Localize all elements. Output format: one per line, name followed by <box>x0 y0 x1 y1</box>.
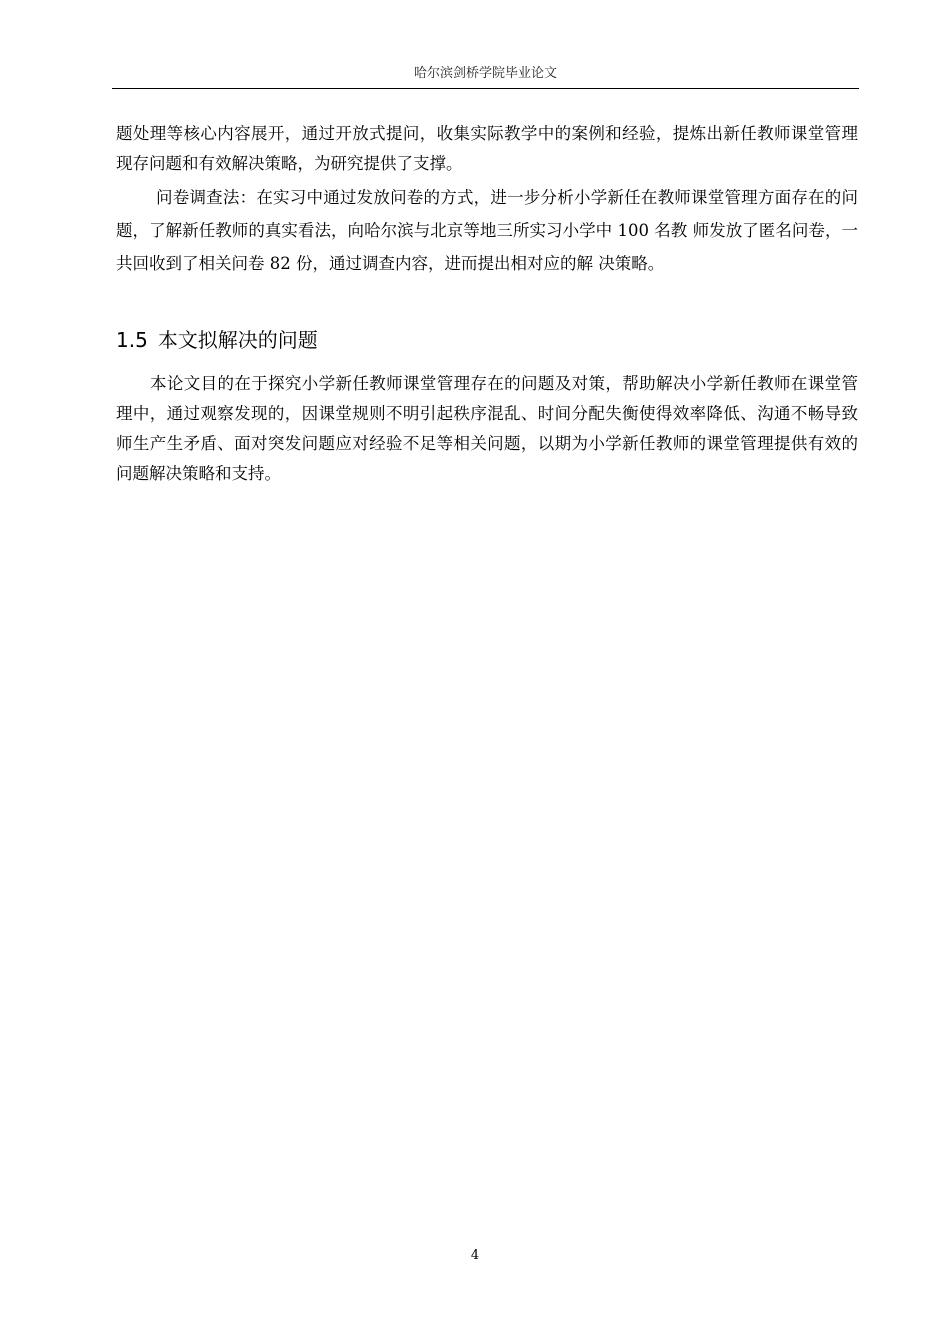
paragraph-questionnaire-method: 问卷调查法：在实习中通过发放问卷的方式，进一步分析小学新任在教师课堂管理方面存在的问题，了解新任教师的真实看法，向哈尔滨与北京等地三所实习小学中 100 名教 师发放了匿名问卷，一共回收到了相关问卷 82 份，通过调查内容，进而提出相对应的解 决策略。 <box>116 188 858 273</box>
section-title: 本文拟解决的问题 <box>157 328 318 352</box>
paragraph-problems-to-solve: 本论文目的在于探究小学新任教师课堂管理存在的问题及对策，帮助解决小学新任教师在课堂管理中，通过观察发现的，因课堂规则不明引起秩序混乱、时间分配失衡使得效率降低、沟通不畅导致师生产生矛盾、面对突发问题应对经验不足等相关问题，以期为小学新任教师的课堂管理提供有效的问题解决策略和支持。 <box>116 374 858 483</box>
page-number: 4 <box>470 1248 480 1263</box>
paragraph-interview-method-continued: 题处理等核心内容展开，通过开放式提问，收集实际教学中的案例和经验，提炼出新任教师课堂管理现存问题和有效解决策略，为研究提供了支撑。 <box>116 124 858 173</box>
page-header <box>112 64 859 89</box>
section-number: 1.5 <box>116 328 148 352</box>
section-heading <box>116 325 318 355</box>
header-title: 哈尔滨剑桥学院毕业论文 <box>413 66 557 81</box>
